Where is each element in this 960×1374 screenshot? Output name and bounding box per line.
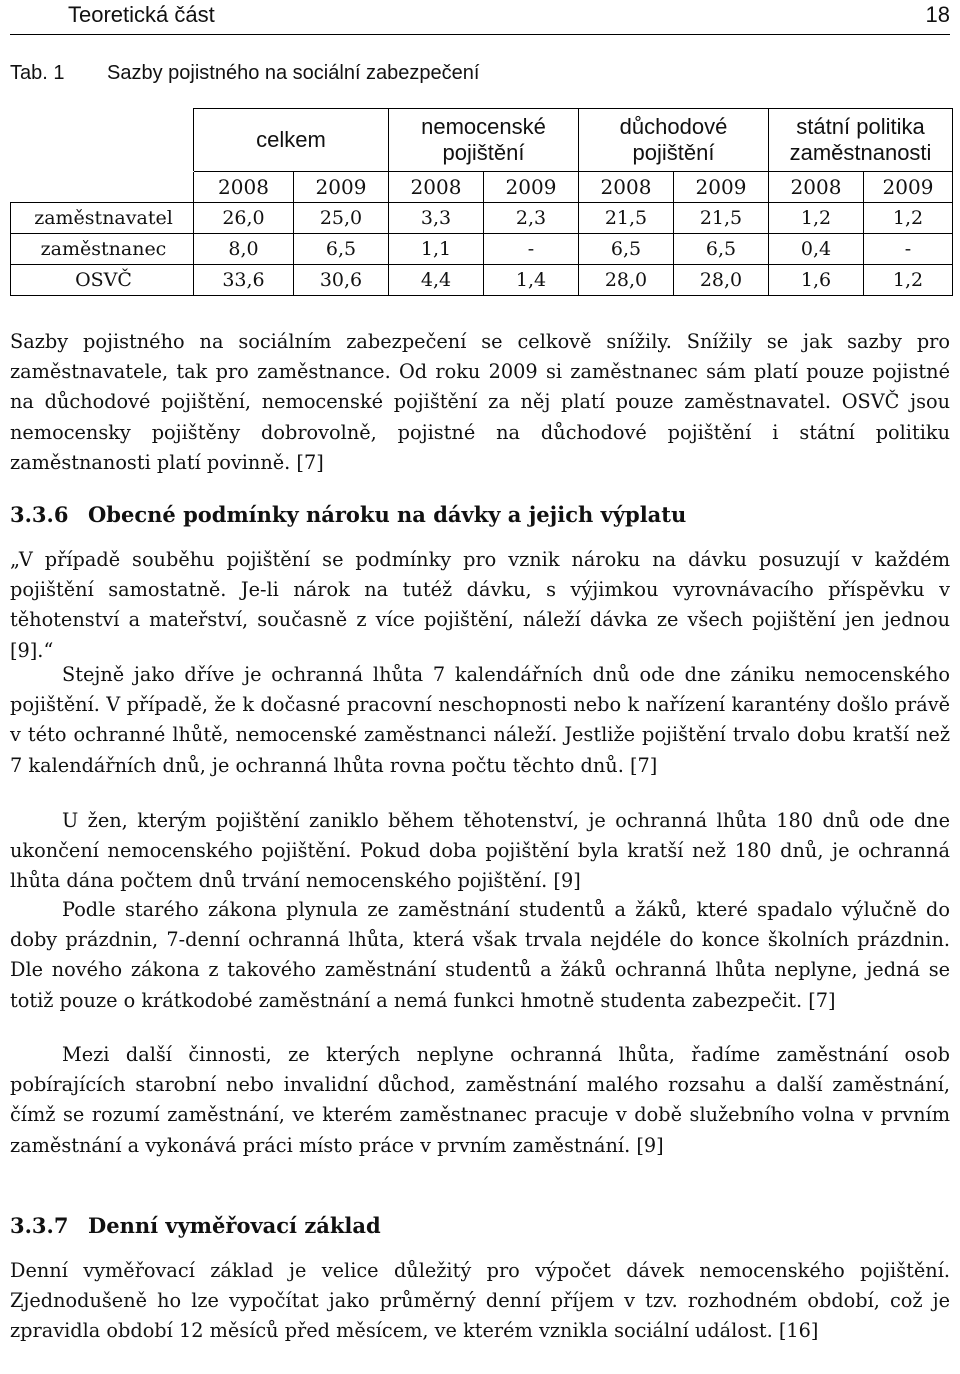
year-header: 2008	[389, 172, 484, 203]
table-cell: 3,3	[389, 203, 484, 234]
table-corner-cell	[11, 109, 194, 172]
paragraph-other-activities: Mezi další činnosti, ze kterých neplyne ochranná lhůta, řadíme zaměstnání osob pobírajících starobní nebo invalidní důchod, zaměstnání malého rozsahu a další zaměstnání, čímž se rozumí zaměstnání, ve kterém zaměstnanec pracuje v době služebního volna v prvním zaměstnání a vykonává práci místo práce v prvním zaměstnání. [9]	[10, 1043, 950, 1157]
running-header	[10, 0, 950, 35]
table-cell: 0,4	[769, 234, 864, 265]
table-cell: 26,0	[194, 203, 294, 234]
insurance-rates-table	[10, 108, 953, 296]
table-cell: 21,5	[579, 203, 674, 234]
table-cell: -	[484, 234, 579, 265]
section-number: 3.3.6	[10, 502, 69, 527]
section-heading-3-3-6	[10, 502, 686, 527]
group-header	[389, 109, 579, 172]
group-header	[769, 109, 953, 172]
table-row	[11, 203, 953, 234]
group-header	[579, 109, 769, 172]
table-cell: 28,0	[579, 265, 674, 296]
year-header: 2009	[484, 172, 579, 203]
table-cell: 6,5	[674, 234, 769, 265]
table-row	[11, 265, 953, 296]
paragraph-rates-summary: Sazby pojistného na sociálním zabezpečení se celkově snížily. Snížily se jak sazby pro zaměstnavatele, tak pro zaměstnance. Od roku 2009 si zaměstnanec sám platí pouze pojistné na důchodové pojištění, nemocenské pojištění za něj platí pouze zaměstnavatel. OSVČ jsou nemocensky pojištěny dobrovolně, pojistné na důchodové pojištění i státní politiku zaměstnanosti platí povinně. [7]	[10, 330, 950, 474]
page-number: 18	[925, 2, 950, 27]
section-heading-3-3-7	[10, 1213, 381, 1238]
table-cell: 1,2	[864, 203, 953, 234]
table-cell: 6,5	[579, 234, 674, 265]
row-label: zaměstnanec	[11, 234, 194, 265]
table-cell: 30,6	[294, 265, 389, 296]
year-header: 2009	[864, 172, 953, 203]
paragraph-pregnancy-protection: U žen, kterým pojištění zaniklo během těhotenství, je ochranná lhůta 180 dnů ode dne ukončení nemocenského pojištění. Pokud doba pojištění byla kratší než 180 dnů, je ochranná lhůta dána počtem dnů trvání nemocenského pojištění. [9]	[10, 809, 950, 893]
table-cell: 21,5	[674, 203, 769, 234]
table-cell: 1,6	[769, 265, 864, 296]
group-header: celkem	[194, 109, 389, 172]
section-title: Denní vyměřovací základ	[88, 1213, 381, 1238]
row-label: zaměstnavatel	[11, 203, 194, 234]
table-year-header-row	[11, 172, 953, 203]
paragraph-protection-period: Stejně jako dříve je ochranná lhůta 7 kalendářních dnů ode dne zániku nemocenského pojištění. V případě, že k dočasné pracovní neschopnosti nebo k nařízení karantény došlo právě v této ochranné lhůtě, nemocenské zaměstnanci náleží. Jestliže pojištění trvalo dobu kratší než 7 kalendářních dnů, je ochranná lhůta rovna počtu těchto dnů. [7]	[10, 663, 950, 777]
table-cell: 1,4	[484, 265, 579, 296]
year-header: 2009	[294, 172, 389, 203]
table-cell: 1,2	[769, 203, 864, 234]
group-header-text: státní politika zaměstnanosti	[789, 114, 932, 165]
table-corner-cell	[11, 172, 194, 203]
table-title: Sazby pojistného na sociální zabezpečení	[107, 62, 480, 84]
group-header-text: nemocenské pojištění	[421, 114, 546, 165]
table-cell: 33,6	[194, 265, 294, 296]
group-header-text: důchodové pojištění	[619, 114, 728, 165]
paragraph-quote-concurrent-insurance: „V případě souběhu pojištění se podmínky pro vznik nároku na dávku posuzují v každém pojištění samostatně. Je-li nárok na tutéž dávku, s výjimkou vyrovnávacího příspěvku v těhotenství a mateřství, současně z více pojištění, náleží dávka ze všech pojištění jen jednou [9].“	[10, 548, 950, 662]
row-label: OSVČ	[11, 265, 194, 296]
year-header: 2008	[194, 172, 294, 203]
table-cell: -	[864, 234, 953, 265]
table-cell: 2,3	[484, 203, 579, 234]
table-group-header-row	[11, 109, 953, 172]
table-cell: 6,5	[294, 234, 389, 265]
table-cell: 28,0	[674, 265, 769, 296]
table-label: Tab. 1	[10, 62, 65, 84]
paragraph-daily-assessment-base: Denní vyměřovací základ je velice důležitý pro výpočet dávek nemocenského pojištění. Zjednodušeně ho lze vypočítat jako průměrný denní příjem v tzv. rozhodném období, což je zpravidla období 12 měsíců před měsícem, ve kterém vznikla sociální událost. [16]	[10, 1259, 950, 1343]
table-cell: 4,4	[389, 265, 484, 296]
table-cell: 8,0	[194, 234, 294, 265]
section-number: 3.3.7	[10, 1213, 69, 1238]
table-cell: 1,2	[864, 265, 953, 296]
table-cell: 1,1	[389, 234, 484, 265]
year-header: 2009	[674, 172, 769, 203]
section-title: Obecné podmínky nároku na dávky a jejich výplatu	[88, 502, 687, 527]
table-row	[11, 234, 953, 265]
year-header: 2008	[579, 172, 674, 203]
table-cell: 25,0	[294, 203, 389, 234]
paragraph-students-employment: Podle starého zákona plynula ze zaměstnání studentů a žáků, které spadalo výlučně do doby prázdnin, 7-denní ochranná lhůta, která však trvala nejdéle do konce školních prázdnin. Dle nového zákona z takového zaměstnání studentů a žáků ochranná lhůta neplyne, jedná se totiž pouze o krátkodobé zaměstnání a nemá funkci hmotně studenta zabezpečit. [7]	[10, 898, 950, 1012]
chapter-title: Teoretická část	[68, 2, 215, 27]
year-header: 2008	[769, 172, 864, 203]
